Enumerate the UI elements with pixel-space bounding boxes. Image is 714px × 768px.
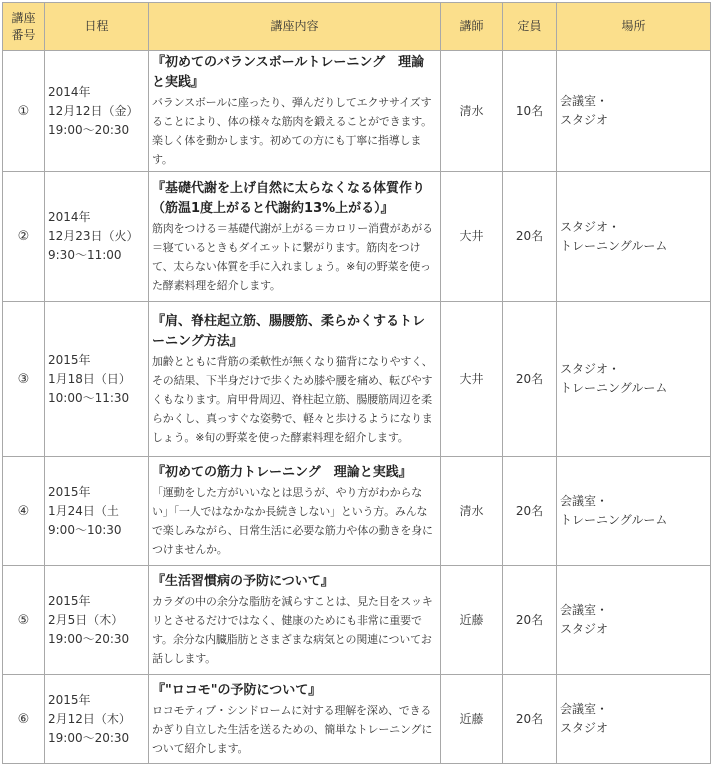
- course-description: バランスボールに座ったり、弾んだりしてエクササイズすることにより、体の様々な筋肉を鍛えることができます。楽しく体を動かします。初めての方にも丁寧に指導します。: [152, 96, 432, 166]
- course-number: ④: [3, 457, 45, 566]
- course-location: 会議室・ スタジオ: [557, 566, 711, 675]
- header-row: [3, 3, 711, 51]
- course-content: [149, 566, 441, 675]
- course-number: ①: [3, 51, 45, 172]
- course-date: 2015年 2月5日（木） 19:00～20:30: [45, 566, 149, 675]
- header-date: 日程: [45, 3, 149, 51]
- course-location: 会議室・ スタジオ: [557, 51, 711, 172]
- table-row: [3, 675, 711, 764]
- course-schedule-table: [2, 2, 711, 764]
- course-instructor: 近藤: [441, 675, 503, 764]
- header-content: 講座内容: [149, 3, 441, 51]
- course-instructor: 近藤: [441, 566, 503, 675]
- course-content: [149, 51, 441, 172]
- course-content: [149, 302, 441, 457]
- course-instructor: 大井: [441, 302, 503, 457]
- course-content: [149, 675, 441, 764]
- course-instructor: 大井: [441, 172, 503, 302]
- table-row: [3, 457, 711, 566]
- course-capacity: 10名: [503, 51, 557, 172]
- course-number: ⑤: [3, 566, 45, 675]
- course-description: 加齢とともに背筋の柔軟性が無くなり猫背になりやすく、その結果、下半身だけで歩くため膝や腰を痛め、転びやすくもなります。肩甲骨周辺、脊柱起立筋、腸腰筋周辺を柔らかくし、真っすぐな姿勢で、軽々と歩けるようになりましょう。※旬の野菜を使った酵素料理を紹介します。: [152, 354, 433, 444]
- course-content: [149, 457, 441, 566]
- course-number: ③: [3, 302, 45, 457]
- course-date: 2015年 1月18日（日） 10:00～11:30: [45, 302, 149, 457]
- table-row: [3, 172, 711, 302]
- course-title: 『"ロコモ"の予防について』: [152, 682, 322, 698]
- course-date: 2014年 12月23日（火） 9:30～11:00: [45, 172, 149, 302]
- course-instructor: 清水: [441, 51, 503, 172]
- course-capacity: 20名: [503, 675, 557, 764]
- header-location: 場所: [557, 3, 711, 51]
- course-capacity: 20名: [503, 566, 557, 675]
- course-title: 『初めてのバランスボールトレーニング 理論と実践』: [152, 55, 425, 90]
- course-title: 『生活習慣病の予防について』: [152, 574, 334, 589]
- course-number: ②: [3, 172, 45, 302]
- course-description: ロコモティブ・シンドロームに対する理解を深め、できるかぎり自立した生活を送るための、簡単なトレーニングについて紹介します。: [152, 703, 433, 755]
- course-location: 会議室・ スタジオ: [557, 675, 711, 764]
- header-instructor: 講師: [441, 3, 503, 51]
- table-row: [3, 302, 711, 457]
- course-location: 会議室・ トレーニングルーム: [557, 457, 711, 566]
- course-capacity: 20名: [503, 457, 557, 566]
- course-content: [149, 172, 441, 302]
- course-location: スタジオ・ トレーニングルーム: [557, 302, 711, 457]
- course-date: 2015年 2月12日（木） 19:00～20:30: [45, 675, 149, 764]
- course-date: 2014年 12月12日（金） 19:00～20:30: [45, 51, 149, 172]
- course-number: ⑥: [3, 675, 45, 764]
- course-location: スタジオ・ トレーニングルーム: [557, 172, 711, 302]
- course-description: 筋肉をつける＝基礎代謝が上がる＝カロリー消費があがる＝寝ているときもダイエットに繋がります。筋肉をつけて、太らない体質を手に入れましょう。※旬の野菜を使った酵素料理を紹介します。: [152, 221, 433, 292]
- course-date: 2015年 1月24日（土 9:00～10:30: [45, 457, 149, 566]
- course-title: 『肩、脊柱起立筋、腸腰筋、柔らかくするトレーニング方法』: [152, 313, 426, 349]
- course-instructor: 清水: [441, 457, 503, 566]
- header-capacity: 定員: [503, 3, 557, 51]
- course-capacity: 20名: [503, 302, 557, 457]
- table-row: [3, 51, 711, 172]
- course-title: 『初めての筋力トレーニング 理論と実践』: [152, 465, 412, 480]
- course-description: 「運動をした方がいいなとは思うが、やり方がわからない」「一人ではなかなか長続きしない」という方。みんなで楽しみながら、日常生活に必要な筋力や体の動きを身につけませんか。: [152, 486, 433, 556]
- course-title: 『基礎代謝を上げ自然に太らなくなる体質作り（筋温1度上がると代謝約13%上がる）』: [152, 180, 426, 216]
- course-capacity: 20名: [503, 172, 557, 302]
- course-description: カラダの中の余分な脂肪を減らすことは、見た目をスッキリとさせるだけではなく、健康のためにも非常に重要です。余分な内臓脂肪とさまざまな病気との関連についてお話しします。: [152, 595, 433, 665]
- table-row: [3, 566, 711, 675]
- header-course-number: 講座 番号: [3, 3, 45, 51]
